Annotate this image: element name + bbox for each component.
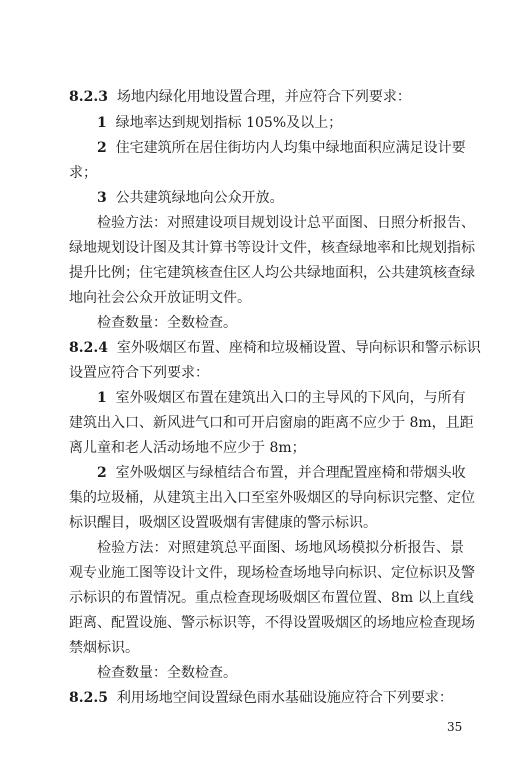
item-number: 3 — [97, 190, 107, 206]
text-line: 示标识的布置情况。重点检查现场吸烟区布置位置、8m 以上直线 — [69, 590, 474, 606]
text-line: 设置应符合下列要求： — [69, 365, 209, 381]
text-line: 地向社会公众开放证明文件。 — [69, 290, 251, 306]
text-line: 求； — [69, 165, 97, 181]
list-item — [97, 388, 464, 408]
text-line: 距离、配置设施、警示标识等，不得设置吸烟区的场地应检查现场 — [69, 615, 475, 631]
clause-8-2-5-heading — [69, 688, 464, 708]
item-text: 住宅建筑所在居住街坊内人均集中绿地面积应满足设计要 — [115, 140, 466, 156]
clause-number: 8.2.3 — [69, 89, 108, 105]
clause-text: 室外吸烟区布置、座椅和垃圾桶设置、导向标识和警示标识 — [116, 340, 481, 356]
clause-text: 利用场地空间设置绿色雨水基础设施应符合下列要求： — [116, 690, 453, 706]
item-text: 室外吸烟区与绿植结合布置，并合理配置座椅和带烟头收 — [115, 465, 466, 481]
text-line: 绿地规划设计图及其计算书等设计文件，核查绿地率和比规划指标 — [69, 240, 475, 256]
text-line: 提升比例；住宅建筑核查住区人均公共绿地面积，公共建筑核查绿 — [69, 265, 475, 281]
text-line: 集的垃圾桶，从建筑主出入口至室外吸烟区的导向标识完整、定位 — [69, 490, 475, 506]
item-number: 2 — [97, 140, 107, 156]
text-line: 检验方法：对照建筑总平面图、场地风场模拟分析报告、景 — [97, 540, 464, 556]
text-line: 标识醒目，吸烟区设置吸烟有害健康的警示标识。 — [69, 515, 377, 531]
text-line: 检验方法：对照建设项目规划设计总平面图、日照分析报告、 — [97, 215, 475, 231]
list-item — [97, 463, 464, 483]
text-line: 检查数量：全数检查。 — [97, 315, 237, 331]
clause-number: 8.2.5 — [69, 690, 108, 706]
clause-8-2-4-heading — [69, 338, 481, 358]
text-line: 观专业施工图等设计文件，现场检查场地导向标识、定位标识及警 — [69, 565, 475, 581]
item-text: 公共建筑绿地向公众开放。 — [115, 190, 284, 206]
list-item — [97, 188, 464, 208]
list-item — [97, 138, 464, 158]
page-number: 35 — [447, 720, 463, 734]
item-number: 1 — [97, 390, 107, 406]
item-number: 1 — [97, 115, 107, 131]
clause-number: 8.2.4 — [69, 340, 108, 356]
item-number: 2 — [97, 465, 107, 481]
clause-8-2-3-heading — [69, 87, 464, 107]
clause-text: 场地内绿化用地设置合理，并应符合下列要求： — [116, 89, 411, 105]
item-text: 室外吸烟区布置在建筑出入口的主导风的下风向，与所有 — [115, 390, 466, 406]
text-line: 离儿童和老人活动场地不应少于 8m； — [69, 440, 306, 456]
list-item — [97, 113, 464, 133]
text-line: 检查数量：全数检查。 — [97, 665, 237, 681]
text-line: 禁烟标识。 — [69, 640, 139, 656]
text-line: 建筑出入口、新风进气口和可开启窗扇的距离不应少于 8m，且距 — [69, 415, 474, 431]
item-text: 绿地率达到规划指标 105%及以上； — [115, 115, 343, 131]
